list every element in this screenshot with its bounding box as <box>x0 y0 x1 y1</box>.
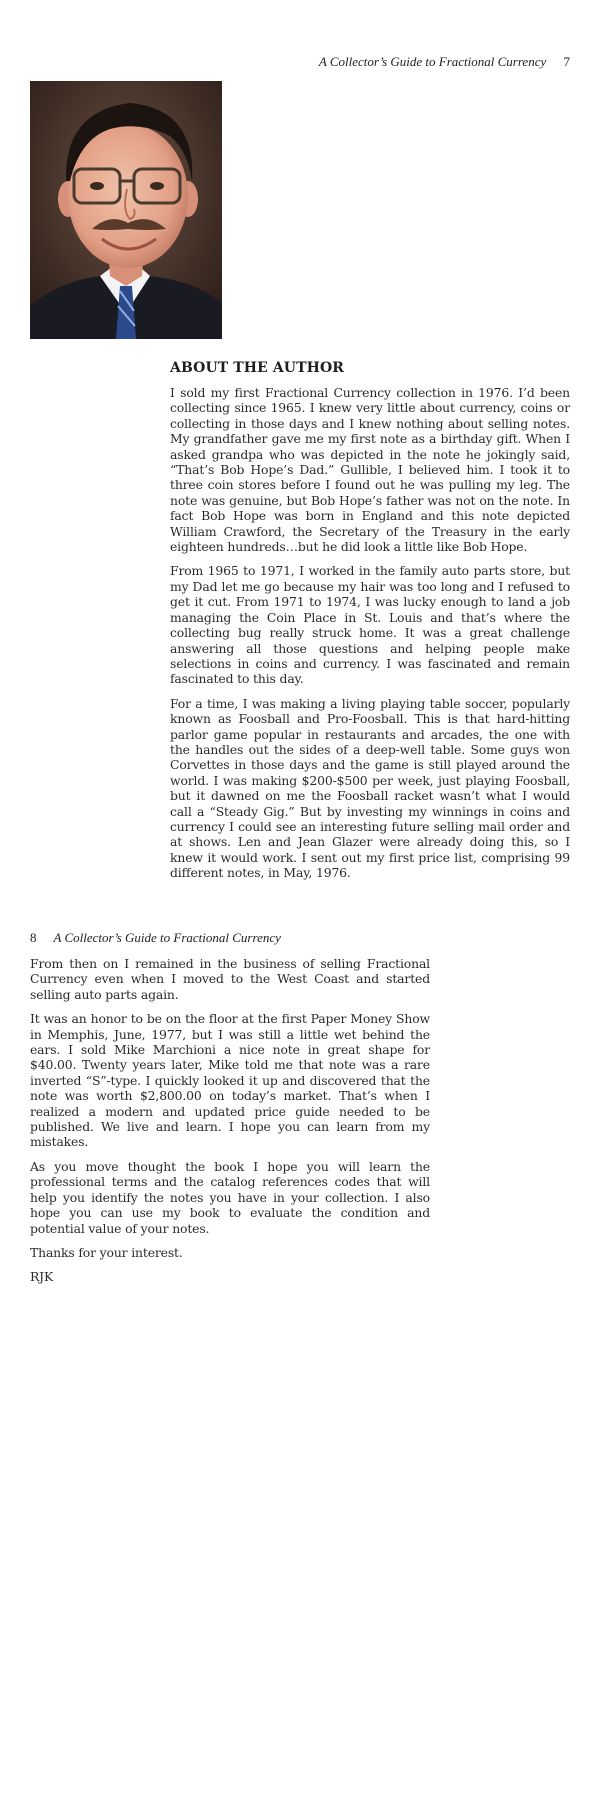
author-photo <box>30 81 222 339</box>
paragraph: From 1965 to 1971, I worked in the family auto parts store, but my Dad let me go because my hair was too long and I refused to get it cut. From 1971 to 1974, I was lucky enough to land a job managing the Coin Place in St. Louis and that’s where the collecting bug really struck home. It was a great challenge answering all those questions and helping people make selections in coins and currency. I was fascinated and remain fascinated to this day. <box>170 563 570 687</box>
paragraph: From then on I remained in the business of selling Fractional Currency even when I moved to the West Coast and started selling auto parts again. <box>30 956 430 1002</box>
paragraph: As you move thought the book I hope you will learn the professional terms and the catalog references codes that will help you identify the notes you have in your collection. I also hope you can use my book to evaluate the condition and potential value of your notes. <box>30 1158 430 1236</box>
closing-line: Thanks for your interest. <box>30 1244 183 1260</box>
signature-initials: RJK <box>30 1269 54 1285</box>
section-heading: ABOUT THE AUTHOR <box>170 360 344 376</box>
running-head-title: A Collector’s Guide to Fractional Currency <box>318 54 547 69</box>
running-head-page-7 <box>319 54 570 70</box>
running-head-page-8 <box>30 930 281 946</box>
paragraph: It was an honor to be on the floor at the first Paper Money Show in Memphis, June, 1977, but I was still a little wet behind the ears. I sold Mike Marchioni a nice note in great shape for $40.00. Twenty years later, Mike told me that note was a rare inverted “S”-type. I quickly looked it up and discovered that the note was worth $2,800.00 on today’s market. That’s when I realized a modern and updated price guide needed to be published. We live and learn. I hope you can learn from my mistakes. <box>30 1011 430 1150</box>
page-number: 8 <box>30 930 37 945</box>
page-7-body <box>170 360 570 890</box>
paragraph: For a time, I was making a living playing table soccer, popularly known as Foosball and Pro-Foosball. This is that hard-hitting parlor game popular in restaurants and arcades, the one with the handles out the sides of a deep-well table. Some guys won Corvettes in those days and the game is still played around the world. I was making $200-$500 per week, just playing Foosball, but it dawned on me the Foosball racket wasn’t what I would call a “Steady Gig.” But by investing my winnings in coins and currency I could see an interesting future selling mail order and at shows. Len and Jean Glazer were already doing this, so I knew it would work. I sent out my first price list, comprising 99 different notes, in May, 1976. <box>170 695 570 881</box>
paragraph: I sold my first Fractional Currency collection in 1976. I’d been collecting since 1965. I knew very little about currency, coins or collecting in those days and I knew nothing about selling notes. My grandfather gave me my first note as a birthday gift. When I asked grandpa who was depicted in the note he jokingly said, “That’s Bob Hope’s Dad.” Gullible, I believed him. I took it to three coin stores before I found out he was pulling my leg. The note was genuine, but Bob Hope’s father was not on the note. In fact Bob Hope was born in England and this note depicted William Crawford, the Secretary of the Treasury in the early eighteen hundreds…but he did look a little like Bob Hope. <box>170 385 570 555</box>
page-8-body <box>30 956 430 1294</box>
page-number: 7 <box>563 54 570 69</box>
running-head-title: A Collector’s Guide to Fractional Currency <box>53 930 281 945</box>
